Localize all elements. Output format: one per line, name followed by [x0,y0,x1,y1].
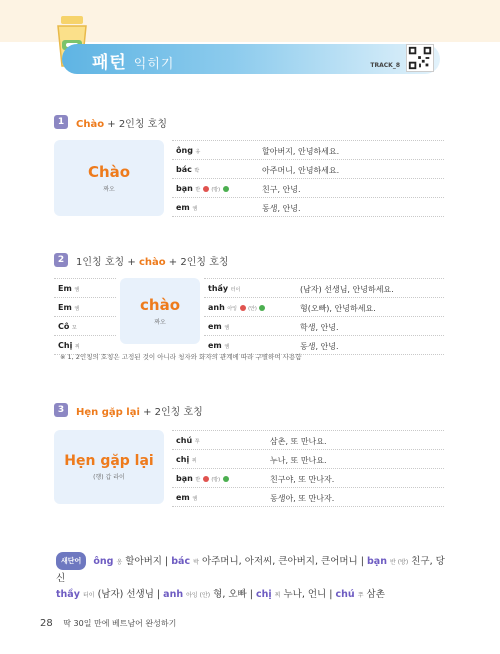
list-item [54,279,116,298]
pattern-rest: + 2인칭 호칭 [168,256,229,268]
north-dialect-icon [203,186,209,192]
vocab-meaning: 친구, 당신 [56,556,445,584]
section-title-bar [62,44,440,74]
meaning: 아주머니, 안녕하세요. [262,166,340,175]
vocab-word: ông [93,556,114,567]
viet-word: thầy [208,284,229,293]
vocab-line-2: thầy 터이 (남자) 선생님 | anh 아잉 (안) 형, 오빠 | chị 찌 누나, 언니 | chú 쭈 삼촌 [56,589,385,600]
viet-word: anh [208,303,225,312]
viet-word: Chị [58,341,73,350]
viet-word: em [208,341,222,350]
section-number: 2 [54,253,68,267]
pattern-rest: + 2인칭 호칭 [107,118,168,130]
pattern-keyword: Hẹn gặp lại [76,406,140,418]
viet-word: em [208,322,222,331]
viet-word: bạn [176,474,193,483]
reading: 앰 [224,325,230,331]
meaning: 누나, 또 만나요. [270,456,327,465]
list-item [172,488,444,507]
list-item [172,198,444,217]
pattern-keyword: Chào [76,118,105,130]
reading: 앰 [192,496,198,502]
vocab-reading: 찌 [274,592,281,599]
viet-word: bạn [176,184,193,193]
reading: 터이 [230,287,241,293]
viet-word: em [176,493,190,502]
pattern-word: chào [140,296,180,314]
pattern-word: Hẹn gặp lại [64,453,154,469]
list-item [172,160,444,179]
pattern-pre: 1인칭 호칭 + [76,256,136,268]
reading: 쭈 [194,439,200,445]
list-item [54,317,116,336]
list-item [172,179,444,198]
pattern-box-3 [54,430,164,504]
section-1-rows [172,140,444,217]
pattern-keyword: chào [138,256,166,268]
list-item [172,141,444,160]
meaning: 삼촌, 또 만나요. [270,437,327,446]
section-2-left-rows [54,278,116,355]
viet-word: em [176,203,190,212]
book-title: 딱 30일 만에 베트남어 완성하기 [63,619,177,628]
track-label: TRACK_8 [370,62,400,69]
viet-word: ông [176,146,193,155]
reading: 옹 [195,149,201,155]
pattern-reading: (행) 갑 라이 [93,474,125,481]
viet-word: chú [176,436,193,445]
list-item [204,317,444,336]
footnote: ※ 1, 2인칭의 호칭은 고정된 것이 아니라 청자와 화자의 관계에 따라 구별하여 사용함 [60,353,302,361]
vocab-line-1: 새단어 ông 옹 할아버지 | bác 박 아주머니, 아저씨, 큰아버지, 큰어머니 | bạn 반 (방) 친구, 당신 [56,552,446,587]
section-3-rows [172,430,444,507]
list-item [172,450,444,469]
reading: 반 [195,477,201,483]
page-number: 28 [40,618,53,629]
vocab-word: bạn [366,556,387,567]
list-item [54,298,116,317]
meaning: 할아버지, 안녕하세요. [262,147,340,156]
meaning: 형(오빠), 안녕하세요. [300,304,376,313]
title-main: 패턴 [92,53,127,73]
vocab-word: chú [335,589,355,600]
list-item [204,298,444,317]
vocab-reading: 반 (방) [390,559,409,566]
reading: 앰 [224,344,230,350]
viet-word: bác [176,165,192,174]
south-reading: (방) [211,187,221,193]
qr-code-icon[interactable] [406,44,434,72]
reading: 앰 [74,306,80,312]
vocab-reading: 터이 [82,592,95,599]
pattern-box-2 [120,278,200,344]
pattern-rest: + 2인칭 호칭 [143,406,203,418]
reading: 반 [195,187,201,193]
south-reading: (방) [211,477,221,483]
vocab-meaning: 할아버지 [125,556,162,567]
meaning: 동생아, 또 만나자. [270,494,335,503]
meaning: 학생, 안녕. [300,323,339,332]
new-vocabulary [56,552,446,604]
reading: 앰 [192,206,198,212]
pattern-box-1 [54,140,164,216]
viet-word: chị [176,455,190,464]
title-sub: 익히기 [133,57,175,72]
meaning: 친구, 안녕. [262,185,301,194]
vocab-word: anh [163,589,184,600]
reading: 박 [194,168,200,174]
vocab-meaning: (남자) 선생님 [97,589,154,600]
pattern-word: Chào [87,163,131,181]
viet-word: Em [58,303,72,312]
page-title [92,48,174,73]
meaning: (남자) 선생님, 안녕하세요. [300,285,394,294]
vocab-reading: 아잉 (안) [186,592,211,599]
section-2-rows [204,278,444,355]
section-2-heading [54,252,229,268]
section-number: 3 [54,403,68,417]
vocab-meaning: 누나, 언니 [283,589,327,600]
north-dialect-icon [203,476,209,482]
section-number: 1 [54,115,68,129]
vocab-reading: 옹 [116,559,123,566]
vocab-meaning: 아주머니, 아저씨, 큰아버지, 큰어머니 [201,556,358,567]
vocab-meaning: 삼촌 [366,589,385,600]
reading: 찌 [74,344,80,350]
viet-word: Cô [58,322,70,331]
vocab-word: thầy [56,589,80,600]
vocab-meaning: 형, 오빠 [213,589,247,600]
vocab-reading: 쭈 [357,592,364,599]
page-footer [40,618,176,629]
viet-word: Em [58,284,72,293]
pattern-reading: 짜오 [154,319,166,326]
reading: 꼬 [71,325,77,331]
north-dialect-icon [240,305,246,311]
vocab-word: bác [171,556,191,567]
pattern-reading: 짜오 [103,186,115,193]
south-dialect-icon [223,186,229,192]
vocab-word: chị [255,589,272,600]
list-item [172,431,444,450]
meaning: 친구야, 또 만나자. [270,475,335,484]
reading: 앰 [74,287,80,293]
reading: 아잉 [227,306,238,312]
south-dialect-icon [259,305,265,311]
meaning: 동생, 안녕. [300,342,339,351]
south-reading: (안) [248,306,257,312]
vocab-reading: 박 [193,559,199,566]
list-item [204,279,444,298]
meaning: 동생, 안녕. [262,204,301,213]
list-item [172,469,444,488]
south-dialect-icon [223,476,229,482]
new-word-badge: 새단어 [56,552,86,570]
section-3-heading [54,402,203,418]
section-1-heading [54,114,167,130]
reading: 찌 [191,458,197,464]
